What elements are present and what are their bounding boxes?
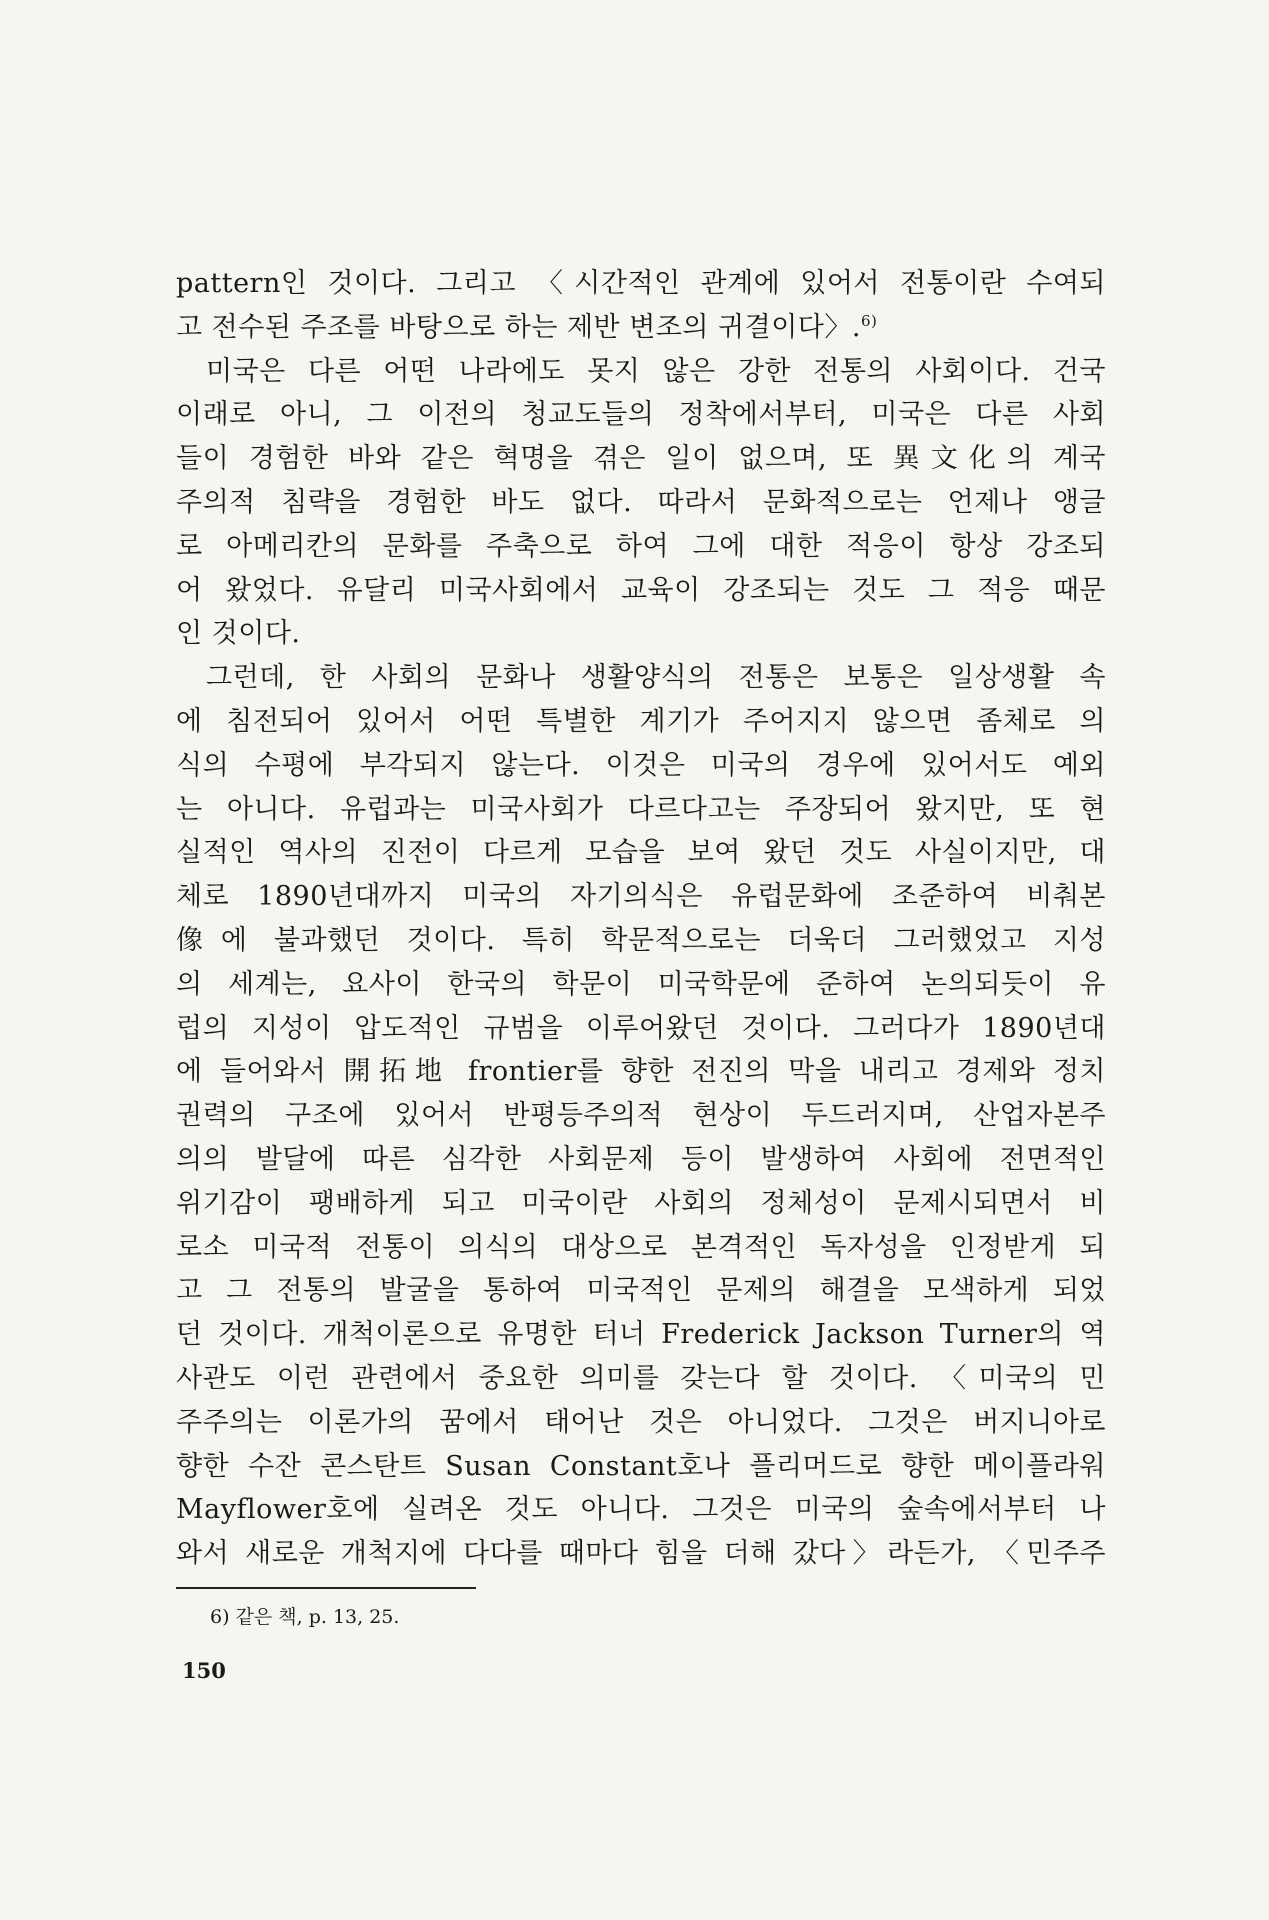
text-line — [176, 1488, 1106, 1532]
text-line-content: 그런데, 한 사회의 문화나 생활양식의 전통은 보통은 일상생활 속 — [206, 662, 1106, 694]
text-line — [176, 306, 1106, 350]
text-line — [176, 1269, 1106, 1313]
text-line — [176, 1357, 1106, 1401]
text-line-content: 들이 경험한 바와 같은 혁명을 겪은 일이 없으며, 또 異文化의 계국 — [176, 443, 1106, 475]
text-line — [176, 350, 1106, 394]
text-line — [176, 1532, 1106, 1576]
text-line-content: 이래로 아니, 그 이전의 청교도들의 정착에서부터, 미국은 다른 사회 — [176, 399, 1106, 431]
text-line-content: 미국은 다른 어떤 나라에도 못지 않은 강한 전통의 사회이다. 건국 — [206, 355, 1106, 387]
text-line — [176, 1401, 1106, 1445]
text-line — [176, 612, 1106, 656]
text-line-content: 사관도 이런 관련에서 중요한 의미를 갖는다 할 것이다. 〈미국의 민 — [176, 1362, 1106, 1394]
text-line — [176, 831, 1106, 875]
text-line — [176, 1007, 1106, 1051]
text-line-content: Mayflower호에 실려온 것도 아니다. 그것은 미국의 숲속에서부터 나 — [176, 1494, 1106, 1526]
text-line — [176, 1445, 1106, 1489]
text-line — [176, 1226, 1106, 1270]
text-line — [176, 569, 1106, 613]
text-line-content: 는 아니다. 유럽과는 미국사회가 다르다고는 주장되어 왔지만, 또 현 — [176, 793, 1106, 825]
text-line-content: 의의 발달에 따른 심각한 사회문제 등이 발생하여 사회에 전면적인 — [176, 1143, 1106, 1175]
text-line — [176, 875, 1106, 919]
text-line-content: pattern인 것이다. 그리고 〈시간적인 관계에 있어서 전통이란 수여되 — [176, 268, 1106, 299]
text-line-content: 인 것이다. — [176, 618, 301, 650]
text-line-content: 像에 불과했던 것이다. 특히 학문적으로는 더욱더 그러했었고 지성 — [176, 924, 1106, 956]
text-line — [176, 963, 1106, 1007]
text-line — [176, 1182, 1106, 1226]
text-line — [176, 1094, 1106, 1138]
text-line — [176, 481, 1106, 525]
text-line-content: 주의적 침략을 경험한 바도 없다. 따라서 문화적으로는 언제나 앵글 — [176, 486, 1106, 518]
text-line — [176, 437, 1106, 481]
text-line-content: 실적인 역사의 진전이 다르게 모습을 보여 왔던 것도 사실이지만, 대 — [176, 837, 1106, 869]
text-line — [176, 656, 1106, 700]
text-line-content: 고 그 전통의 발굴을 통하여 미국적인 문제의 해결을 모색하게 되었 — [176, 1275, 1106, 1307]
text-line — [176, 393, 1106, 437]
text-line-content: 어 왔었다. 유달리 미국사회에서 교육이 강조되는 것도 그 적응 때문 — [176, 574, 1106, 606]
text-line-content: 던 것이다. 개척이론으로 유명한 터너 Frederick Jackson Turner의 역 — [176, 1319, 1106, 1351]
text-line — [176, 262, 1106, 306]
text-line — [176, 700, 1106, 744]
text-line-content: 의 세계는, 요사이 한국의 학문이 미국학문에 준하여 논의되듯이 유 — [176, 968, 1106, 1000]
text-line-content: 위기감이 팽배하게 되고 미국이란 사회의 정체성이 문제시되면서 비 — [176, 1187, 1106, 1219]
text-line-content: 식의 수평에 부각되지 않는다. 이것은 미국의 경우에 있어서도 예외 — [176, 749, 1106, 781]
text-line — [176, 744, 1106, 788]
text-line — [176, 919, 1106, 963]
footnote: 6) 같은 책, p. 13, 25. — [210, 1606, 400, 1628]
text-line-content: 에 침전되어 있어서 어떤 특별한 계기가 주어지지 않으면 좀체로 의 — [176, 705, 1106, 737]
text-line-content: 로소 미국적 전통이 의식의 대상으로 본격적인 독자성을 인정받게 되 — [176, 1231, 1106, 1263]
text-line-content: 고 전수된 주조를 바탕으로 하는 제반 변조의 귀결이다〉. — [176, 311, 861, 343]
text-line — [176, 1138, 1106, 1182]
footnote-divider — [176, 1587, 476, 1589]
text-line-content: 로 아메리칸의 문화를 주축으로 하여 그에 대한 적응이 항상 강조되 — [176, 530, 1106, 562]
page-number: 150 — [182, 1658, 226, 1683]
text-line-content: 권력의 구조에 있어서 반평등주의적 현상이 두드러지며, 산업자본주 — [176, 1100, 1106, 1132]
text-line — [176, 1050, 1106, 1094]
text-line-content: 럽의 지성이 압도적인 규범을 이루어왔던 것이다. 그러다가 1890년대 — [176, 1012, 1106, 1044]
footnote-marker: 6) — [860, 311, 878, 330]
text-line — [176, 1313, 1106, 1357]
body-text — [176, 262, 1106, 1576]
text-line — [176, 525, 1106, 569]
text-line — [176, 788, 1106, 832]
text-line-content: 와서 새로운 개척지에 다다를 때마다 힘을 더해 갔다〉라든가, 〈민주주 — [176, 1538, 1106, 1570]
text-line-content: 에 들어와서 開拓地 frontier를 향한 전진의 막을 내리고 경제와 정치 — [176, 1056, 1106, 1088]
text-line-content: 주주의는 이론가의 꿈에서 태어난 것은 아니었다. 그것은 버지니아로 — [176, 1406, 1106, 1438]
text-line-content: 체로 1890년대까지 미국의 자기의식은 유럽문화에 조준하여 비춰본 — [176, 881, 1106, 913]
text-line-content: 향한 수잔 콘스탄트 Susan Constant호나 플리머드로 향한 메이플라워 — [176, 1450, 1106, 1482]
